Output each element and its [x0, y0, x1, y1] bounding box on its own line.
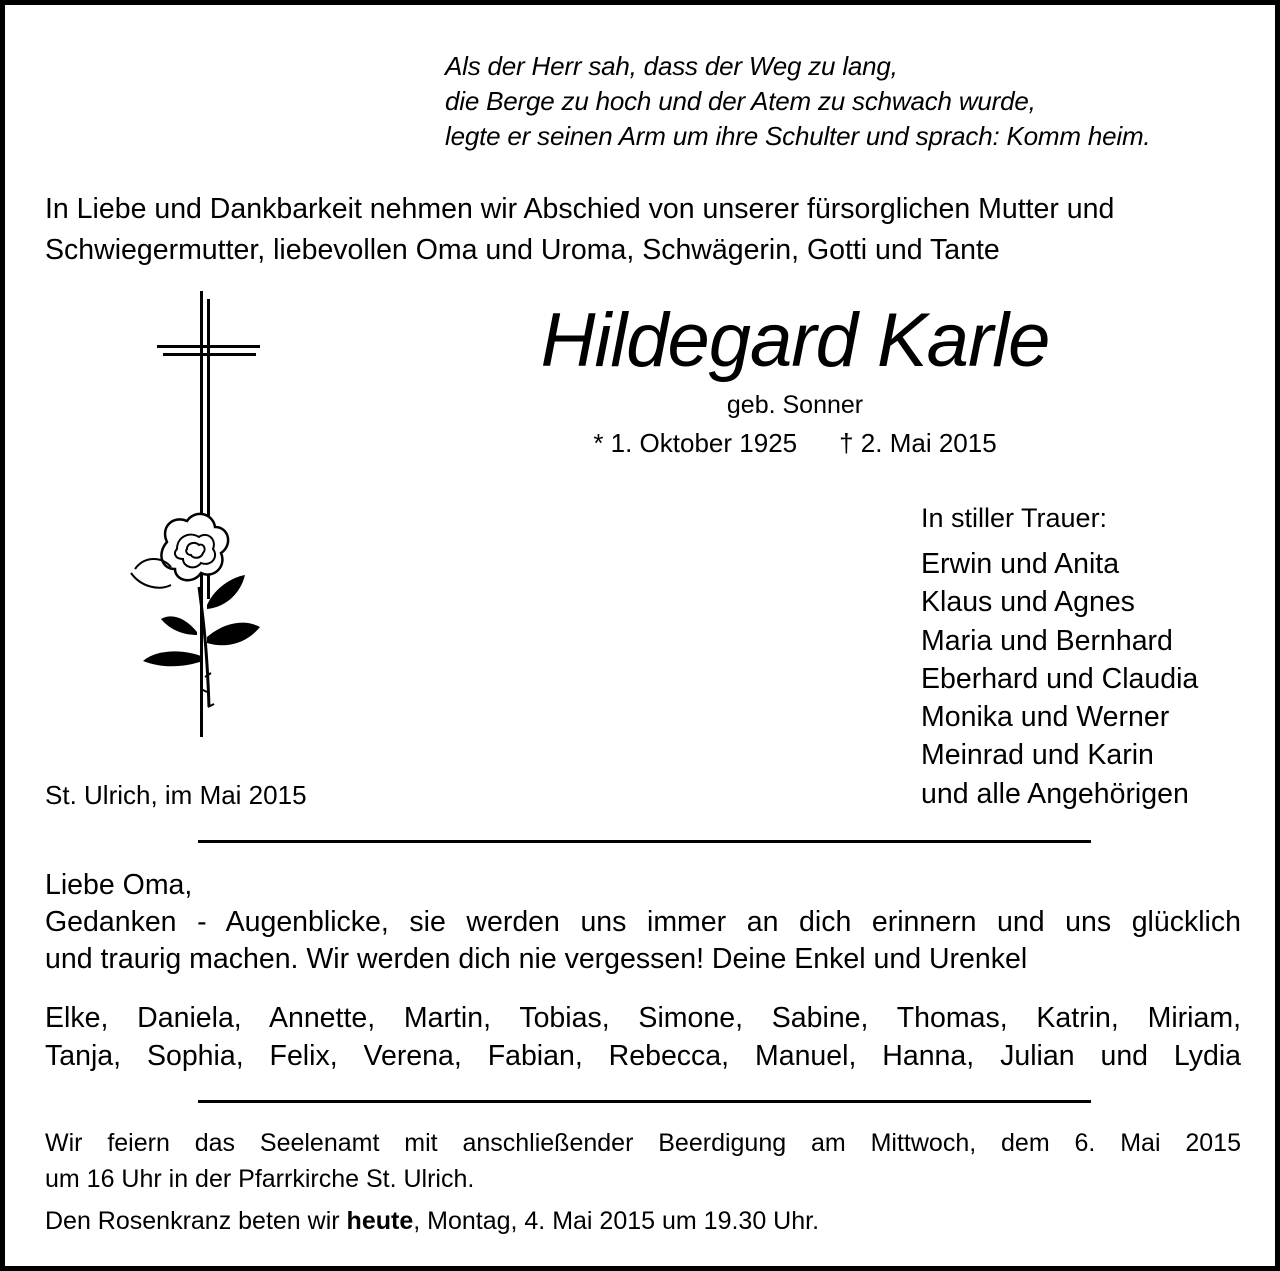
- list-item: Maria und Bernhard: [921, 624, 1173, 657]
- mourners-list: [921, 545, 1198, 813]
- message-greeting: Liebe Oma,: [45, 869, 193, 901]
- list-item: und alle Angehörigen: [921, 777, 1189, 810]
- service-line: um 16 Uhr in der Pfarrkirche St. Ulrich.: [45, 1165, 475, 1193]
- grandchildren-names: [45, 999, 1241, 1075]
- birth-name: geb. Sonner: [726, 391, 864, 419]
- intro-line: In Liebe und Dankbarkeit nehmen wir Abschied von unserer fürsorglichen Mutter und: [45, 193, 1115, 225]
- quote-line: legte er seinen Arm um ihre Schulter und sprach: Komm heim.: [445, 121, 1151, 151]
- opening-quote: [445, 49, 1150, 154]
- divider: [198, 1100, 1091, 1103]
- rosary-highlight: heute: [346, 1207, 414, 1235]
- list-item: Erwin und Anita: [921, 548, 1120, 580]
- list-item: Klaus und Agnes: [921, 586, 1135, 619]
- place-date: St. Ulrich, im Mai 2015: [45, 780, 307, 810]
- quote-line: die Berge zu hoch und der Atem zu schwach wurde,: [445, 86, 1036, 116]
- service-line: Wir feiern das Seelenamt mit anschließender Beerdigung am Mittwoch, dem 6. Mai 2015: [45, 1129, 1241, 1157]
- divider: [198, 840, 1091, 843]
- message-line: Gedanken - Augenblicke, sie werden uns immer an dich erinnern und uns glücklich: [45, 906, 1241, 938]
- intro-line: Schwiegermutter, liebevollen Oma und Uroma, Schwägerin, Gotti und Tante: [45, 234, 1000, 266]
- list-item: Monika und Werner: [921, 701, 1170, 734]
- life-dates: [435, 427, 1155, 459]
- rosary-text: , Montag, 4. Mai 2015 um 19.30 Uhr.: [413, 1207, 820, 1235]
- rosary-info: [45, 1203, 819, 1239]
- cross-with-rose-icon: [115, 287, 275, 742]
- deceased-name: Hildegard Karle: [540, 298, 1050, 383]
- list-item: Meinrad und Karin: [921, 739, 1154, 772]
- birth-date: * 1. Oktober 1925: [593, 428, 798, 458]
- quote-line: Als der Herr sah, dass der Weg zu lang,: [445, 51, 898, 81]
- names-line: Elke, Daniela, Annette, Martin, Tobias, Simone, Sabine, Thomas, Katrin, Miriam,: [45, 1002, 1241, 1034]
- message-line: und traurig machen. Wir werden dich nie vergessen! Deine Enkel und Urenkel: [45, 943, 1028, 975]
- rosary-text: Den Rosenkranz beten wir: [45, 1207, 347, 1235]
- grandchildren-message: [45, 867, 1241, 978]
- intro-text: [45, 189, 1245, 271]
- names-line: Tanja, Sophia, Felix, Verena, Fabian, Rebecca, Manuel, Hanna, Julian und Lydia: [45, 1040, 1241, 1072]
- death-date: † 2. Mai 2015: [839, 428, 997, 458]
- service-info: [45, 1125, 1241, 1197]
- mourners-heading: In stiller Trauer:: [921, 503, 1108, 533]
- list-item: Eberhard und Claudia: [921, 662, 1199, 695]
